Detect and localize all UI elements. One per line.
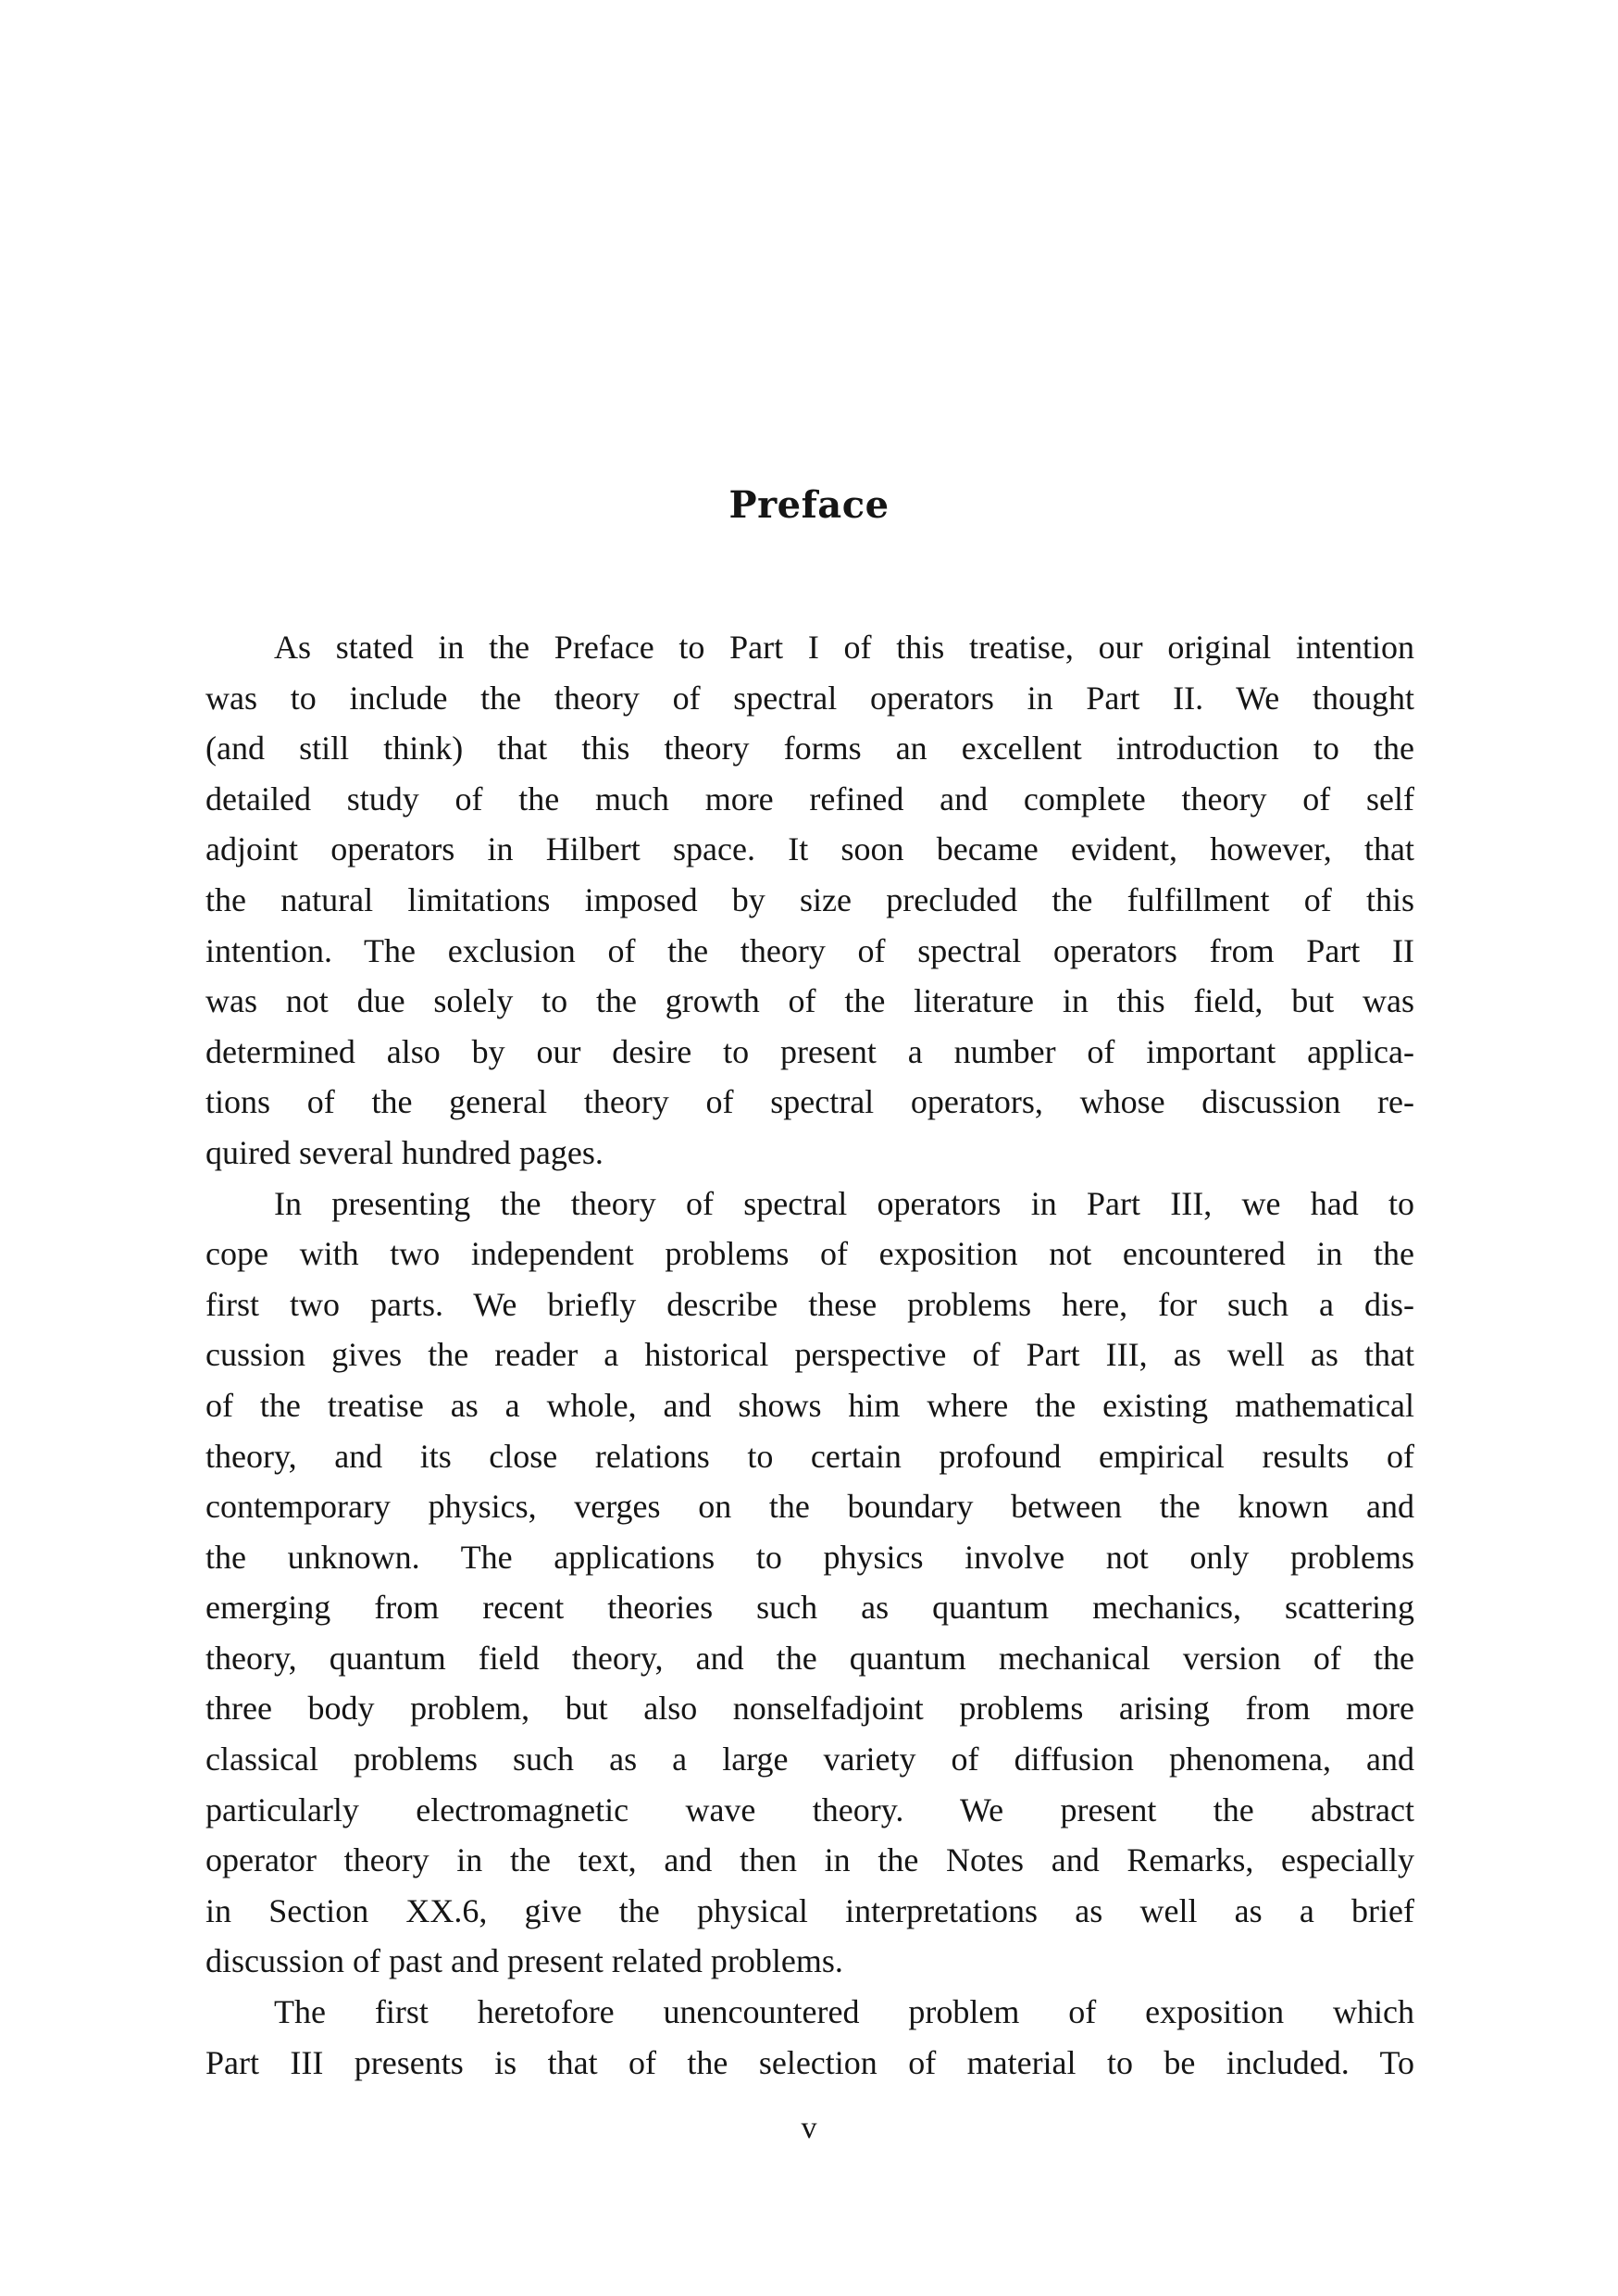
- text-line: cope with two independent problems of exposition not encountered in the: [205, 1235, 1414, 1273]
- text-line: intention. The exclusion of the theory of spectral operators from Part II: [205, 931, 1414, 969]
- text-line: the natural limitations imposed by size precluded the fulfillment of this: [205, 880, 1414, 918]
- text-line: theory, quantum field theory, and the quantum mechanical version of the: [205, 1639, 1414, 1677]
- text-line: contemporary physics, verges on the boundary between the known and: [205, 1488, 1414, 1526]
- text-line: particularly electromagnetic wave theory. We present the abstract: [205, 1791, 1414, 1828]
- text-line: of the treatise as a whole, and shows him where the existing mathematical: [205, 1386, 1414, 1424]
- text-line: theory, and its close relations to certain profound empirical results of: [205, 1437, 1414, 1475]
- text-line: In presenting the theory of spectral operators in Part III, we had to: [274, 1184, 1414, 1222]
- page-title: Preface: [728, 483, 890, 527]
- text-line: adjoint operators in Hilbert space. It soon became evident, however, that: [205, 830, 1414, 868]
- text-line: emerging from recent theories such as quantum mechanics, scattering: [205, 1589, 1414, 1627]
- text-line: determined also by our desire to present a number of important applica-: [205, 1032, 1414, 1070]
- text-line: detailed study of the much more refined and complete theory of self: [205, 780, 1414, 817]
- text-line: As stated in the Preface to Part I of this treatise, our original intention: [274, 629, 1414, 666]
- text-line: was not due solely to the growth of the literature in this field, but was: [205, 982, 1414, 1020]
- text-line: first two parts. We briefly describe these problems here, for such a dis-: [205, 1285, 1414, 1323]
- text-line: in Section XX.6, give the physical interpretations as well as a brief: [205, 1891, 1414, 1929]
- text-line: classical problems such as a large variety of diffusion phenomena, and: [205, 1741, 1414, 1778]
- text-line: cussion gives the reader a historical perspective of Part III, as well as that: [205, 1336, 1414, 1374]
- body-text: [205, 622, 1414, 2088]
- text-line: quired several hundred pages.: [205, 1133, 604, 1171]
- text-line: discussion of past and present related problems.: [205, 1942, 843, 1980]
- text-line: was to include the theory of spectral operators in Part II. We thought: [205, 679, 1414, 717]
- text-line: operator theory in the text, and then in the Notes and Remarks, especially: [205, 1841, 1414, 1879]
- text-line: the unknown. The applications to physics involve not only problems: [205, 1538, 1414, 1576]
- page-number: v: [801, 2111, 817, 2145]
- text-line: The first heretofore unencountered problem of exposition which: [274, 1993, 1414, 2031]
- text-line: tions of the general theory of spectral operators, whose discussion re-: [205, 1083, 1414, 1121]
- text-line: (and still think) that this theory forms an excellent introduction to the: [205, 730, 1414, 767]
- text-line: three body problem, but also nonselfadjoint problems arising from more: [205, 1690, 1414, 1728]
- text-line: Part III presents is that of the selection of material to be included. To: [205, 2043, 1414, 2081]
